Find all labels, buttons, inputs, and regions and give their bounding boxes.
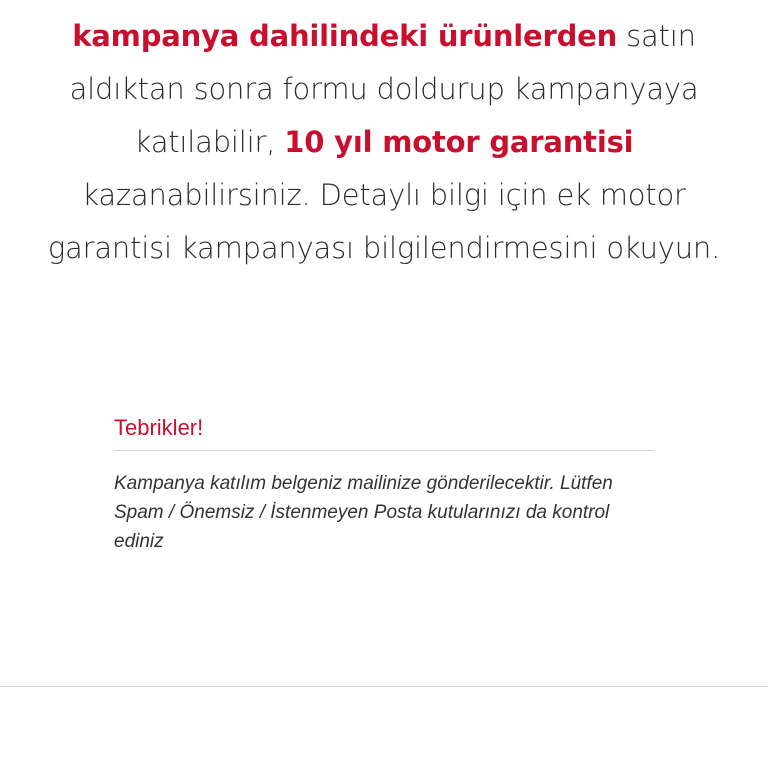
success-message: Kampanya katılım belgeniz mailinize gönderilecektir. Lütfen Spam / Önemsiz / İstenmeyen Posta kutularınızı da kontrol ediniz [114, 473, 613, 552]
campaign-products-highlight: kampanya dahilindeki ürünlerden [72, 19, 618, 53]
success-title: Tebrikler! [114, 415, 654, 451]
footer-panel [0, 686, 768, 768]
success-notice [114, 415, 654, 556]
campaign-text-part-1: satın aldıktan sonra formu doldurup kampanyaya katılabilir, [69, 19, 699, 159]
motor-warranty-highlight: 10 yıl motor garantisi [284, 125, 634, 159]
campaign-text-part-2: kazanabilirsiniz. Detaylı bilgi için ek motor garantisi kampanyası bilgilendirmesini okuyun. [47, 178, 721, 265]
campaign-description [40, 10, 728, 275]
